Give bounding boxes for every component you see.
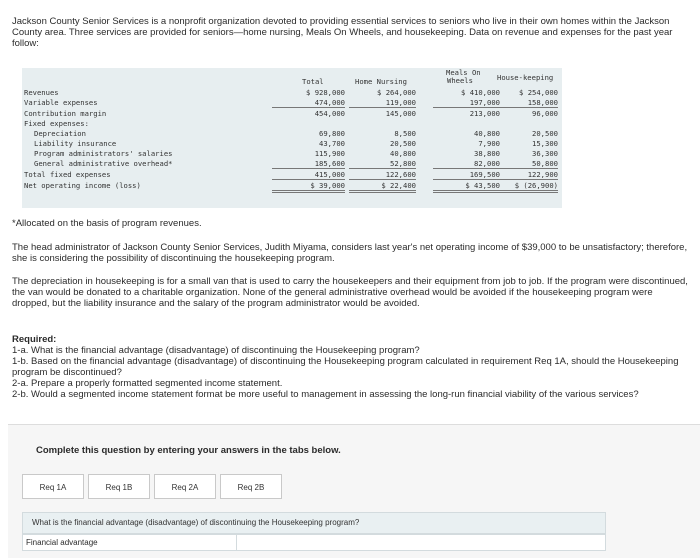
answer-row — [22, 534, 606, 551]
header-total: Total — [302, 77, 324, 86]
answer-label: Financial advantage — [23, 535, 237, 550]
cell-home-nursing: 20,500 — [390, 139, 416, 148]
cell-home-nursing: 40,800 — [390, 149, 416, 158]
cell-total: 69,800 — [319, 129, 345, 138]
cell-total: $ 39,000 — [272, 181, 345, 193]
requirement-item: 2-b. Would a segmented income statement format be more useful to management in assessing the long-run financial viability of the various services? — [12, 389, 639, 400]
cell-total: 454,000 — [314, 109, 345, 118]
cell-meals: 7,900 — [478, 139, 500, 148]
cell-meals: 197,000 — [433, 98, 500, 108]
cell-home-nursing: 145,000 — [385, 109, 416, 118]
table-row — [22, 98, 562, 108]
cell-home-nursing: $ 22,400 — [349, 181, 416, 193]
row-label: Depreciation — [34, 129, 86, 138]
cell-house-keeping: 50,800 — [492, 159, 558, 169]
depreciation-paragraph: The depreciation in housekeeping is for a small van that is used to carry the housekeepers and their equipment from job to job. If the program were discontinued, the van would be donated to a charitable organization. None of the general administrative overhead would be avoided if the housekeeping program were dropped, but the liability insurance and the salary of the program administrator would be avoided. — [12, 276, 688, 309]
table-row — [22, 139, 562, 149]
table-row — [22, 170, 562, 180]
cell-total: 185,600 — [272, 159, 345, 169]
row-label: General administrative overhead* — [34, 159, 173, 168]
table-row — [22, 88, 562, 98]
table-row — [22, 109, 562, 119]
table-row — [22, 119, 562, 129]
header-meals-line1: Meals On — [446, 68, 481, 77]
table-row — [22, 159, 562, 169]
row-label: Fixed expenses: — [24, 119, 89, 128]
cell-total: 474,000 — [272, 98, 345, 108]
cell-house-keeping: 36,300 — [532, 149, 558, 158]
row-label: Variable expenses — [24, 98, 98, 107]
cell-total: 115,900 — [314, 149, 345, 158]
cell-meals: $ 410,000 — [461, 88, 500, 97]
cell-home-nursing: 119,000 — [349, 98, 416, 108]
instruction-text: Complete this question by entering your answers in the tabs below. — [36, 445, 341, 456]
requirement-item: 1-a. What is the financial advantage (disadvantage) of discontinuing the Housekeeping program? — [12, 345, 420, 356]
cell-meals: 213,000 — [469, 109, 500, 118]
cell-meals: 40,800 — [474, 129, 500, 138]
cell-house-keeping: 96,000 — [532, 109, 558, 118]
intro-text: Jackson County Senior Services is a nonprofit organization devoted to providing essential services to seniors who live in their own homes within the Jackson County area. Three services are provided for seniors—home nursing, Meals On Wheels, and housekeeping. Data on revenue and expenses for the past year follow: — [12, 16, 673, 49]
header-house-keeping: House-keeping — [497, 73, 554, 82]
cell-house-keeping: $ 254,000 — [519, 88, 558, 97]
cell-meals: $ 43,500 — [433, 181, 500, 193]
cell-home-nursing: $ 264,000 — [377, 88, 416, 97]
header-home-nursing: Home Nursing — [355, 77, 407, 86]
cell-total: $ 928,000 — [306, 88, 345, 97]
header-meals-line2: Wheels — [447, 76, 473, 85]
cell-house-keeping: 15,300 — [532, 139, 558, 148]
cell-house-keeping: $ (26,900) — [492, 181, 558, 193]
cell-home-nursing: 122,600 — [349, 170, 416, 180]
requirement-item: 1-b. Based on the financial advantage (disadvantage) of discontinuing the Housekeeping program calculated in requirement Req 1A, should the Housekeeping program be discontinued? — [12, 356, 679, 378]
financial-advantage-input[interactable] — [233, 535, 609, 552]
table-row — [22, 149, 562, 159]
table-row — [22, 129, 562, 139]
cell-house-keeping: 158,000 — [492, 98, 558, 108]
tab-req-2b[interactable]: Req 2B — [220, 474, 282, 499]
cell-total: 43,700 — [319, 139, 345, 148]
cell-total: 415,000 — [272, 170, 345, 180]
cell-house-keeping: 122,900 — [492, 170, 558, 180]
table-row — [22, 181, 562, 191]
cell-meals: 38,800 — [474, 149, 500, 158]
administrator-paragraph: The head administrator of Jackson County Senior Services, Judith Miyama, considers last year's net operating income of $39,000 to be unsatisfactory; therefore, she is considering the possibility of discontinuing the housekeeping program. — [12, 242, 688, 264]
required-section — [12, 334, 692, 400]
footnote: *Allocated on the basis of program revenues. — [12, 218, 202, 229]
cell-meals: 169,500 — [433, 170, 500, 180]
row-label: Program administrators' salaries — [34, 149, 173, 158]
cell-home-nursing: 8,500 — [394, 129, 416, 138]
question-text: What is the financial advantage (disadvantage) of discontinuing the Housekeeping program? — [22, 512, 606, 534]
tab-req-2a[interactable]: Req 2A — [154, 474, 216, 499]
tab-req-1b[interactable]: Req 1B — [88, 474, 150, 499]
row-label: Total fixed expenses — [24, 170, 111, 179]
row-label: Net operating income (loss) — [24, 181, 141, 190]
revenue-expense-table — [22, 68, 562, 208]
cell-home-nursing: 52,800 — [349, 159, 416, 169]
row-label: Contribution margin — [24, 109, 107, 118]
row-label: Revenues — [24, 88, 59, 97]
cell-house-keeping: 20,500 — [532, 129, 558, 138]
required-heading: Required: — [12, 334, 57, 345]
tab-req-1a[interactable]: Req 1A — [22, 474, 84, 499]
requirement-item: 2-a. Prepare a properly formatted segmented income statement. — [12, 378, 283, 389]
cell-meals: 82,000 — [433, 159, 500, 169]
row-label: Liability insurance — [34, 139, 117, 148]
